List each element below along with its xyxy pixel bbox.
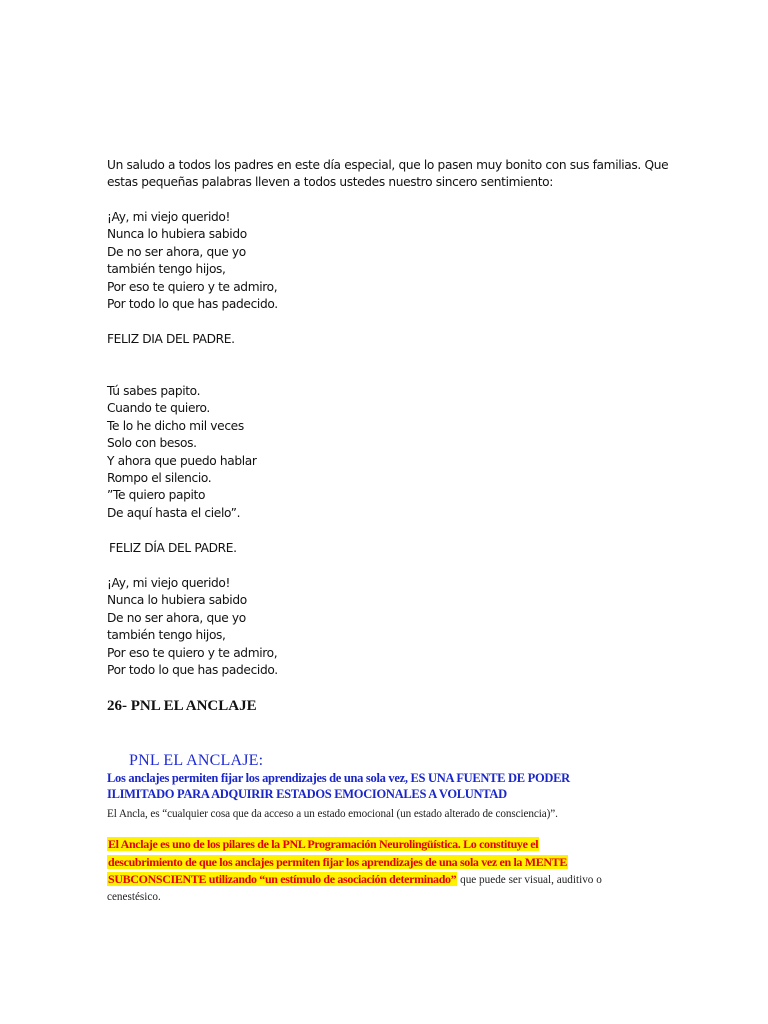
poem-line: De no ser ahora, que yo (107, 610, 246, 625)
poem-line: Nunca lo hubiera sabido (107, 227, 247, 242)
poem-line: Y ahora que puedo hablar (107, 453, 257, 468)
blue-bold-line: Los anclajes permiten fijar los aprendizajes de una sola vez, ES UNA FUENTE DE PODER (107, 771, 570, 785)
poem-line: también tengo hijos, (107, 262, 226, 277)
paragraph-line (107, 871, 602, 889)
highlighted-text: El Anclaje es uno de los pilares de la PNL Programación Neurolingüística. Lo constituye el (108, 837, 539, 851)
blue-bold-paragraph (107, 770, 570, 802)
intro-line: estas pequeñas palabras lleven a todos ustedes nuestro sincero sentimiento: (107, 175, 553, 190)
highlighted-paragraph (107, 836, 602, 905)
poem-second (107, 383, 257, 522)
poem-third (107, 575, 278, 679)
poem-line: Te lo he dicho mil veces (107, 418, 244, 433)
feliz-dia-text: FELIZ DIA DEL PADRE. (107, 332, 235, 346)
poem-line: Rompo el silencio. (107, 470, 212, 485)
paragraph-line: cenestésico. (107, 890, 161, 903)
ancla-definition: El Ancla, es “cualquier cosa que da acceso a un estado emocional (un estado alterado de consciencia)”. (107, 808, 558, 820)
paragraph-line (107, 854, 602, 872)
intro-line: Un saludo a todos los padres en este día especial, que lo pasen muy bonito con sus familias. Que (107, 158, 669, 172)
paragraph-line (107, 836, 602, 854)
poem-line: Cuando te quiero. (107, 401, 210, 416)
poem-line: Por eso te quiero y te admiro, (107, 645, 278, 660)
feliz-dia-heading (109, 540, 237, 557)
section-heading: 26- PNL EL ANCLAJE (107, 698, 257, 714)
poem-line: Solo con besos. (107, 436, 197, 451)
poem-line: también tengo hijos, (107, 628, 226, 643)
section-title: PNL EL ANCLAJE: (129, 752, 264, 769)
highlighted-text: descubrimiento de que los anclajes permiten fijar los aprendizajes de una sola vez en la MENTE (108, 854, 567, 869)
poem-line: Nunca lo hubiera sabido (107, 593, 247, 608)
intro-paragraph (107, 157, 668, 192)
poem-line: Por todo lo que has padecido. (107, 296, 278, 311)
feliz-dia-heading (107, 331, 235, 348)
poem-line: ¡Ay, mi viejo querido! (107, 576, 231, 590)
poem-line: ¡Ay, mi viejo querido! (107, 210, 231, 224)
feliz-dia-text: FELIZ DÍA DEL PADRE. (109, 541, 237, 555)
poem-line: Tú sabes papito. (107, 384, 201, 398)
plain-text: que puede ser visual, auditivo o (457, 874, 602, 886)
poem-line: De aquí hasta el cielo”. (107, 505, 241, 520)
poem-line: ”Te quiero papito (107, 488, 206, 503)
poem-line: Por todo lo que has padecido. (107, 662, 278, 677)
poem-first (107, 209, 278, 313)
blue-bold-line: ILIMITADO PARA ADQUIRIR ESTADOS EMOCIONALES A VOLUNTAD (107, 787, 507, 801)
poem-line: De no ser ahora, que yo (107, 244, 246, 259)
highlighted-text: SUBCONSCIENTE utilizando “un estímulo de asociación determinado” (108, 872, 457, 886)
poem-line: Por eso te quiero y te admiro, (107, 279, 278, 294)
